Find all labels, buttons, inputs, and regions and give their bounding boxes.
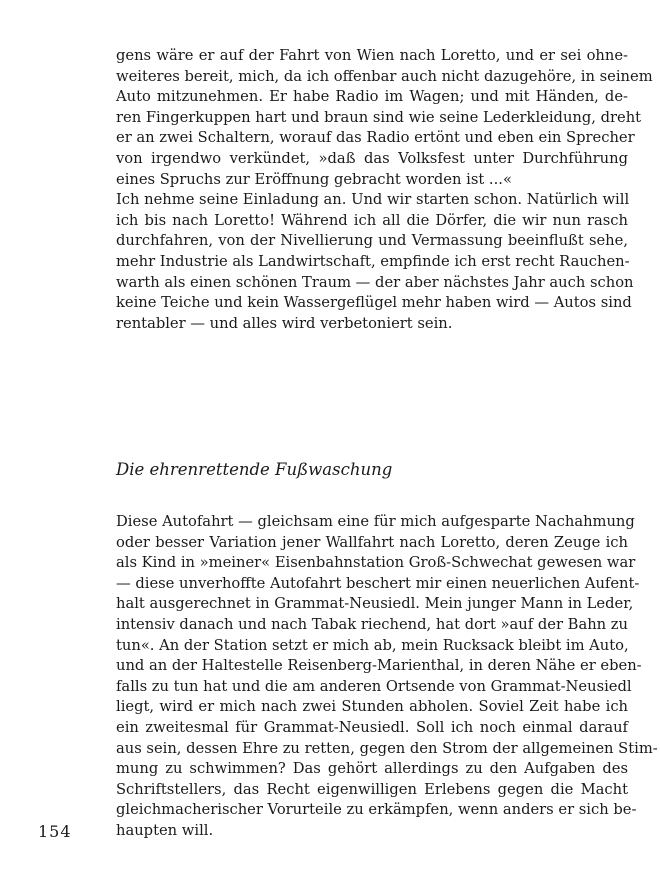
text-line: gleichmacherischer Vorurteile zu erkämpfen, wenn anders er sich be- [116,801,637,819]
text-line: aus sein, dessen Ehre zu retten, gegen den Strom der allgemeinen Stim- [116,739,658,757]
text-line: Auto mitzunehmen. Er habe Radio im Wagen; und mit Händen, de- [116,88,628,106]
page-number: 154 [38,822,72,841]
text-line: intensiv danach und nach Tabak riechend, hat dort »auf der Bahn zu [116,615,628,633]
text-line: warth als einen schönen Traum — der aber nächstes Jahr auch schon [116,273,634,291]
text-line: ren Fingerkuppen hart und braun sind wie seine Lederkleidung, dreht [116,108,642,126]
text-line: halt ausgerechnet in Grammat-Neusiedl. Mein junger Mann in Leder, [116,595,634,613]
text-line: von irgendwo verkündet, »daß das Volksfest unter Durchführung [116,149,628,167]
text-line: ich bis nach Loretto! Während ich all die Dörfer, die wir nun rasch [116,211,628,229]
paragraph-continuation [116,46,653,334]
text-line: Ich nehme seine Einladung an. Und wir starten schon. Natürlich will [116,191,630,209]
paragraph-section-body [116,512,658,842]
text-line: weiteres bereit, mich, da ich offenbar auch nicht dazugehöre, in seinem [116,67,653,85]
text-line: als Kind in »meiner« Eisenbahnstation Groß-Schwechat gewesen war [116,554,636,572]
text-line: gens wäre er auf der Fahrt von Wien nach Loretto, und er sei ohne- [116,47,628,64]
text-line: oder besser Variation jener Wallfahrt nach Loretto, deren Zeuge ich [116,533,628,551]
text-line: rentabler — und alles wird verbetoniert sein. [116,314,453,332]
text-line: mehr Industrie als Landwirtschaft, empfinde ich erst recht Rauchen- [116,252,630,270]
text-line: eines Spruchs zur Eröffnung gebracht worden ist ...« [116,170,512,188]
text-line: ein zweitesmal für Grammat-Neusiedl. Soll ich noch einmal darauf [116,718,628,736]
text-line: haupten will. [116,821,214,839]
text-line: Schriftstellers, das Recht eigenwilligen Erlebens gegen die Macht [116,780,628,798]
section-heading: Die ehrenrettende Fußwaschung [116,460,393,479]
text-line: er an zwei Schaltern, worauf das Radio ertönt und eben ein Sprecher [116,129,635,147]
text-line: tun«. An der Station setzt er mich ab, mein Rucksack bleibt im Auto, [116,636,629,654]
text-line: Diese Autofahrt — gleichsam eine für mich aufgesparte Nachahmung [116,513,635,530]
text-line: durchfahren, von der Nivellierung und Vermassung beeinflußt sehe, [116,232,628,250]
text-line: mung zu schwimmen? Das gehört allerdings zu den Aufgaben des [116,760,628,778]
text-line: liegt, wird er mich nach zwei Stunden abholen. Soviel Zeit habe ich [116,698,628,716]
text-line: keine Teiche und kein Wassergeflügel mehr haben wird — Autos sind [116,294,632,312]
text-line: — diese unverhoffte Autofahrt beschert mir einen neuerlichen Aufent- [116,574,640,592]
text-line: falls zu tun hat und die am anderen Ortsende von Grammat-Neusiedl [116,677,632,695]
text-line: und an der Haltestelle Reisenberg-Marienthal, in deren Nähe er eben- [116,657,642,675]
